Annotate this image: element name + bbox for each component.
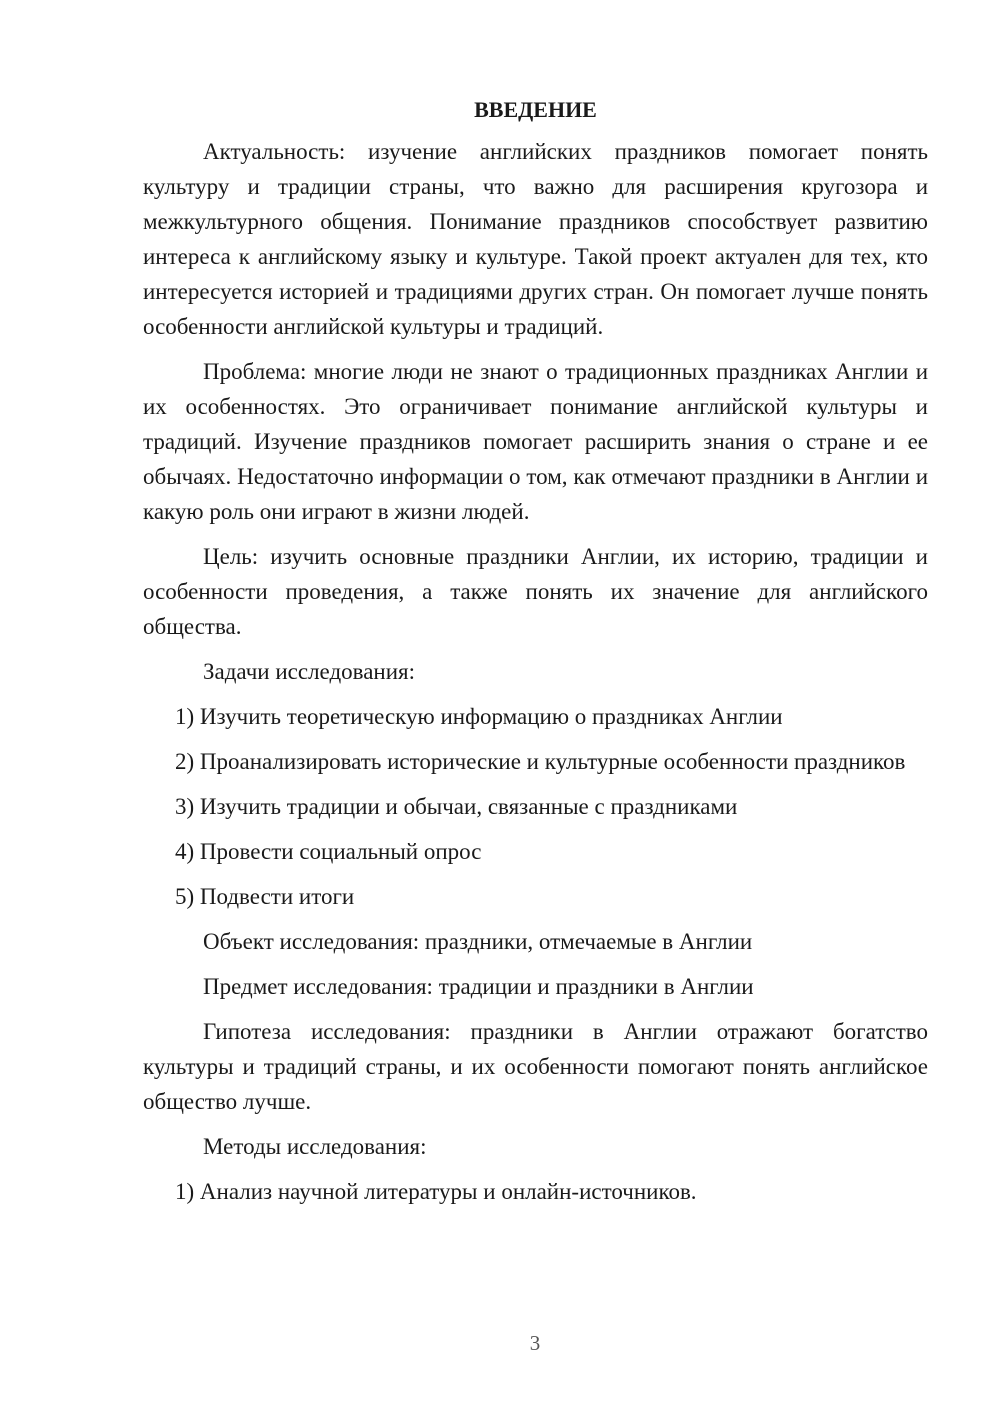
page-number: 3 — [529, 1331, 541, 1355]
list-item: 1) Изучить теоретическую информацию о праздниках Англии — [175, 704, 783, 729]
list-item: 2) Проанализировать исторические и культурные особенности праздников — [175, 749, 906, 774]
tasks-list — [143, 699, 928, 914]
relevance-paragraph: Актуальность: изучение английских праздников помогает понять культуру и традиции страны, что важно для расширения кругозора и межкультурного общения. Понимание праздников способствует развитию интереса к английскому языку и культуре. Такой проект актуален для тех, кто интересуется историей и традициями других стран. Он помогает лучше понять особенности английской культуры и традиций. — [143, 139, 928, 339]
methods-heading: Методы исследования: — [203, 1134, 427, 1159]
document-page — [143, 96, 928, 1219]
goal-paragraph: Цель: изучить основные праздники Англии, их историю, традиции и особенности проведения, а также понять их значение для английского общества. — [143, 544, 928, 639]
object-line: Объект исследования: праздники, отмечаемые в Англии — [203, 929, 753, 954]
problem-paragraph: Проблема: многие люди не знают о традиционных праздниках Англии и их особенностях. Это ограничивает понимание английской культуры и традиций. Изучение праздников помогает расширить знания о стране и ее обычаях. Недостаточно информации о том, как отмечают праздники в Англии и какую роль они играют в жизни людей. — [143, 359, 928, 524]
methods-list — [143, 1174, 928, 1209]
list-item: 5) Подвести итоги — [175, 884, 355, 909]
hypothesis-paragraph: Гипотеза исследования: праздники в Англии отражают богатство культуры и традиций страны, и их особенности помогают понять английское общество лучше. — [143, 1019, 928, 1114]
subject-line: Предмет исследования: традиции и праздники в Англии — [203, 974, 754, 999]
list-item: 4) Провести социальный опрос — [175, 839, 482, 864]
list-item: 1) Анализ научной литературы и онлайн-источников. — [175, 1179, 697, 1204]
tasks-heading: Задачи исследования: — [203, 659, 416, 684]
section-title: ВВЕДЕНИЕ — [474, 97, 597, 122]
list-item: 3) Изучить традиции и обычаи, связанные с праздниками — [175, 794, 738, 819]
